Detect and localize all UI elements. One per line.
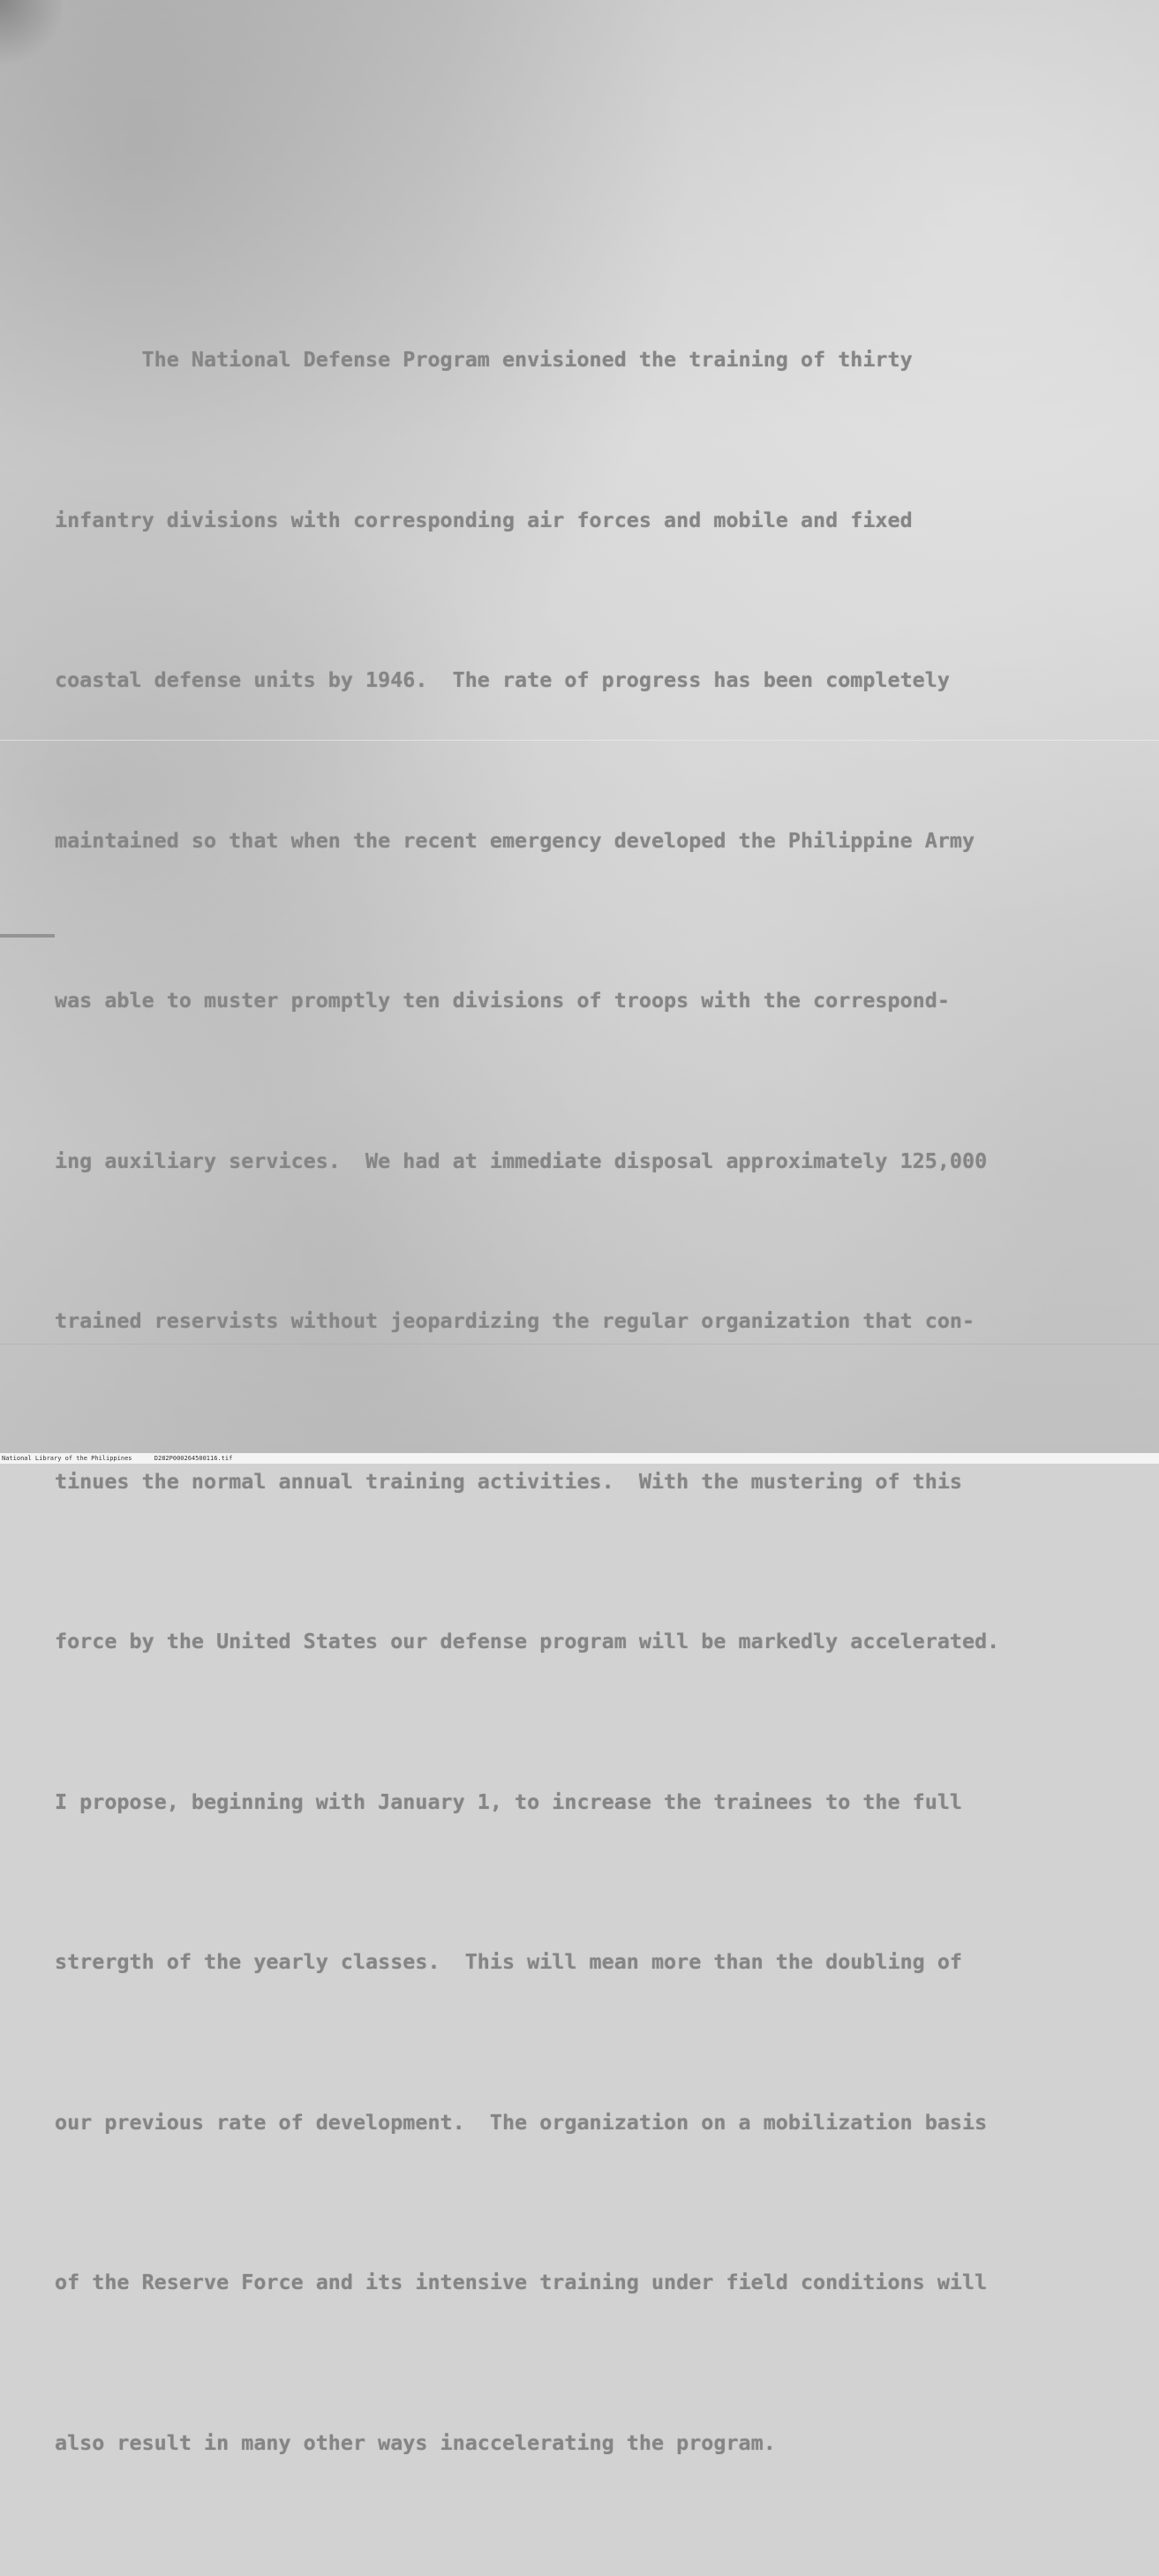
- text-line: maintained so that when the recent emergency developed the Philippine Army: [55, 827, 975, 853]
- text-line: ing auxiliary services. We had at immediate disposal approximately 125,000: [55, 1148, 988, 1173]
- corner-smudge: [0, 0, 62, 71]
- edge-mark: [0, 934, 55, 938]
- scan-footer: [0, 1453, 1159, 1464]
- text-line: strergth of the yearly classes. This will mean more than the doubling of: [55, 1949, 963, 1974]
- text-line: also result in many other ways inaccelerating the program.: [55, 2429, 776, 2455]
- text-line: coastal defense units by 1946. The rate of progress has been completely: [55, 667, 950, 692]
- text-line: of the Reserve Force and its intensive training under field conditions will: [55, 2270, 988, 2294]
- text-line: our previous rate of development. The organization on a mobilization basis: [55, 2109, 988, 2135]
- text-line: I propose, beginning with January 1, to increase the trainees to the full: [55, 1789, 963, 1814]
- text-line: infantry divisions with corresponding air forces and mobile and fixed: [55, 507, 913, 532]
- text-line: The National Defense Program envisioned the training of thirty: [55, 347, 913, 372]
- scan-credit: National Library of the Philippines D282P000264500116.tif: [2, 1455, 233, 1462]
- text-line: was able to muster promptly ten divisions of troops with the correspond-: [55, 988, 950, 1013]
- text-line: tinues the normal annual training activities. With the mustering of this: [55, 1468, 963, 1494]
- text-line: trained reservists without jeopardizing the regular organization that con-: [55, 1308, 975, 1333]
- typed-paragraph: [55, 226, 1114, 2576]
- text-line: force by the United States our defense program will be markedly accelerated.: [55, 1629, 1000, 1653]
